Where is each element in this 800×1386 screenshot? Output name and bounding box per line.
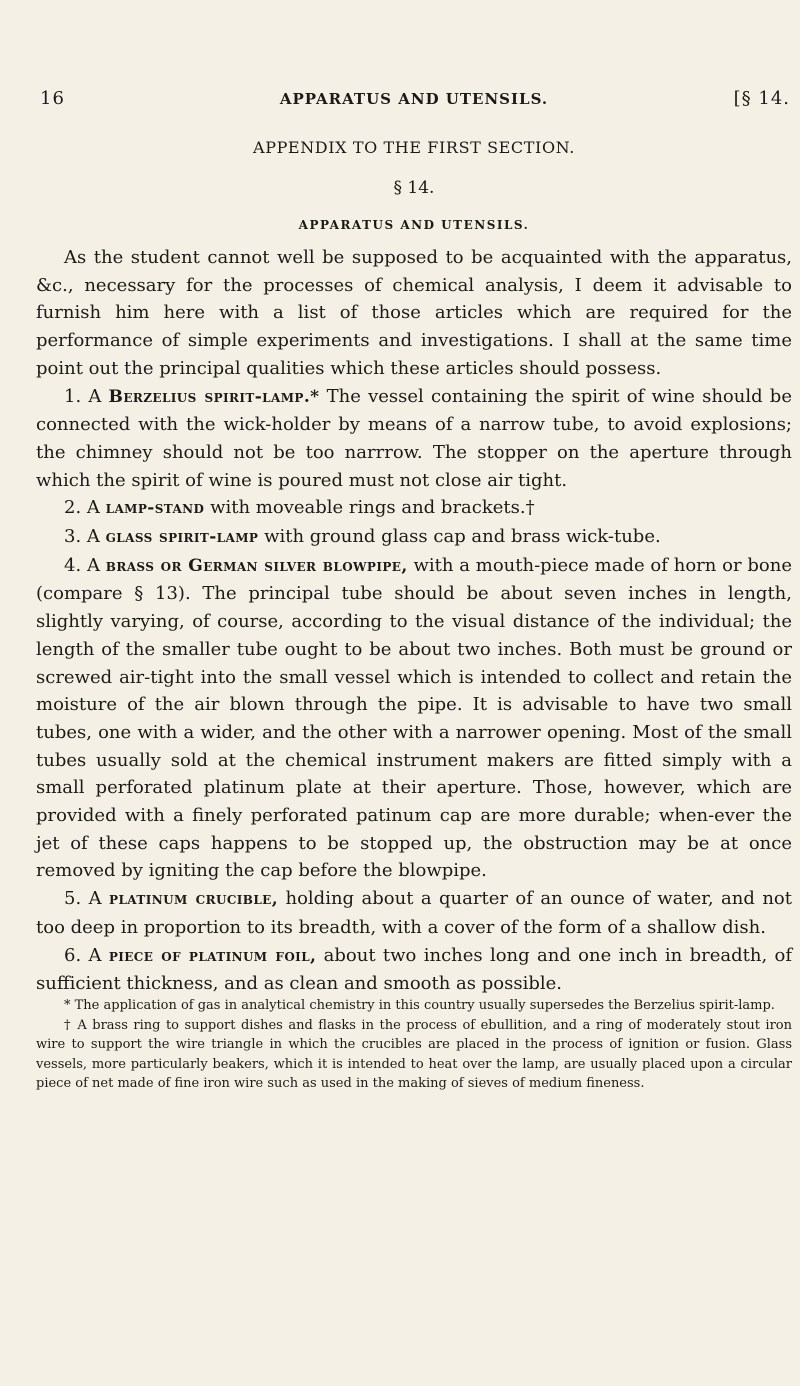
list-item — [36, 552, 792, 885]
list-item — [36, 523, 792, 552]
item-name: platinum crucible, — [109, 889, 279, 910]
item-name: glass spirit-lamp — [105, 527, 259, 548]
list-item — [36, 942, 792, 998]
footnote: † A brass ring to support dishes and flasks in the process of ebullition, and a ring of moderately stout iron wire to support the wire triangle in which the crucibles are placed in the process of ignition or fusion. Glass vessels, more particularly beakers, which it is intended to heat over the lamp, are usually placed upon a circular piece of net made of fine iron wire such as used in the making of sieves of medium fineness. — [36, 1017, 792, 1091]
item-number: 1. A — [64, 385, 109, 407]
footnote: * The application of gas in analytical chemistry in this country usually supersedes the Berzelius spirit-lamp. — [64, 998, 775, 1013]
book-page — [36, 0, 792, 1386]
section-heading: APPARATUS AND UTENSILS. — [298, 218, 530, 232]
running-header — [36, 88, 792, 112]
item-name: brass or German silver blowpipe, — [105, 555, 408, 576]
item-text: with ground glass cap and brass wick-tube. — [258, 526, 661, 548]
page-number: 16 — [40, 88, 65, 109]
intro-paragraph: As the student cannot well be supposed to be acquainted with the apparatus, &c., necessary for the processes of chemical analysis, I deem it advisable to furnish him here with a list of those articles which are required for the performance of simple experiments and investigations. I shall at the same time point out the principal qualities which these articles should possess. — [36, 247, 792, 379]
footnotes — [36, 996, 792, 1094]
list-item — [36, 383, 792, 495]
section-number: § 14. — [393, 178, 435, 198]
list-item — [36, 885, 792, 941]
item-number: 4. A — [64, 554, 106, 576]
item-text: The vessel containing the spirit of wine should be connected with the wick-holder by means of a narrow tube, to avoid explosions; the chimney should not be too narrrow. The stopper on the aperture through which the spirit of wine is poured must not close air tight. — [36, 385, 792, 491]
item-number: 6. A — [64, 944, 109, 966]
section-reference: [§ 14. — [733, 88, 790, 109]
item-text: about two inches long and one inch in breadth, of sufficient thickness, and as clean and smooth as possible. — [36, 944, 792, 995]
item-name: Berzelius spirit-lamp.* — [108, 386, 320, 407]
item-text: holding about a quarter of an ounce of water, and not too deep in proportion to its breadth, with a cover of the form of a shallow dish. — [36, 888, 792, 938]
running-title: APPARATUS AND UTENSILS. — [279, 90, 549, 108]
body-text — [36, 244, 792, 998]
item-number: 5. A — [64, 888, 110, 910]
item-text: with a mouth-piece made of horn or bone (compare § 13). The principal tube should be about seven inches in length, slightly varying, of course, according to the visual distance of the individual; the length of the smaller tube ought to be about two inches. Both must be ground or screwed air-tight into the small vessel which is intended to collect and retain the moisture of the air blown through the pipe. It is advisable to have two small tubes, one with a wider, and the other with a narrower opening. Most of the small tubes usually sold at the chemical instrument makers are fitted simply with a small perforated platinum plate at their aperture. Those, however, which are provided with a finely perforated patinum cap are more durable; when-ever the jet of these caps happens to be stopped up, the obstruction may be at once removed by igniting the cap before the blowpipe. — [36, 554, 792, 882]
item-number: 2. A — [64, 497, 106, 519]
item-name: piece of platinum foil, — [108, 945, 317, 966]
item-name: lamp-stand — [105, 498, 205, 519]
list-item — [36, 494, 792, 523]
item-text: with moveable rings and brackets.† — [204, 497, 535, 519]
item-number: 3. A — [64, 526, 106, 548]
appendix-title: APPENDIX TO THE FIRST SECTION. — [253, 138, 575, 157]
